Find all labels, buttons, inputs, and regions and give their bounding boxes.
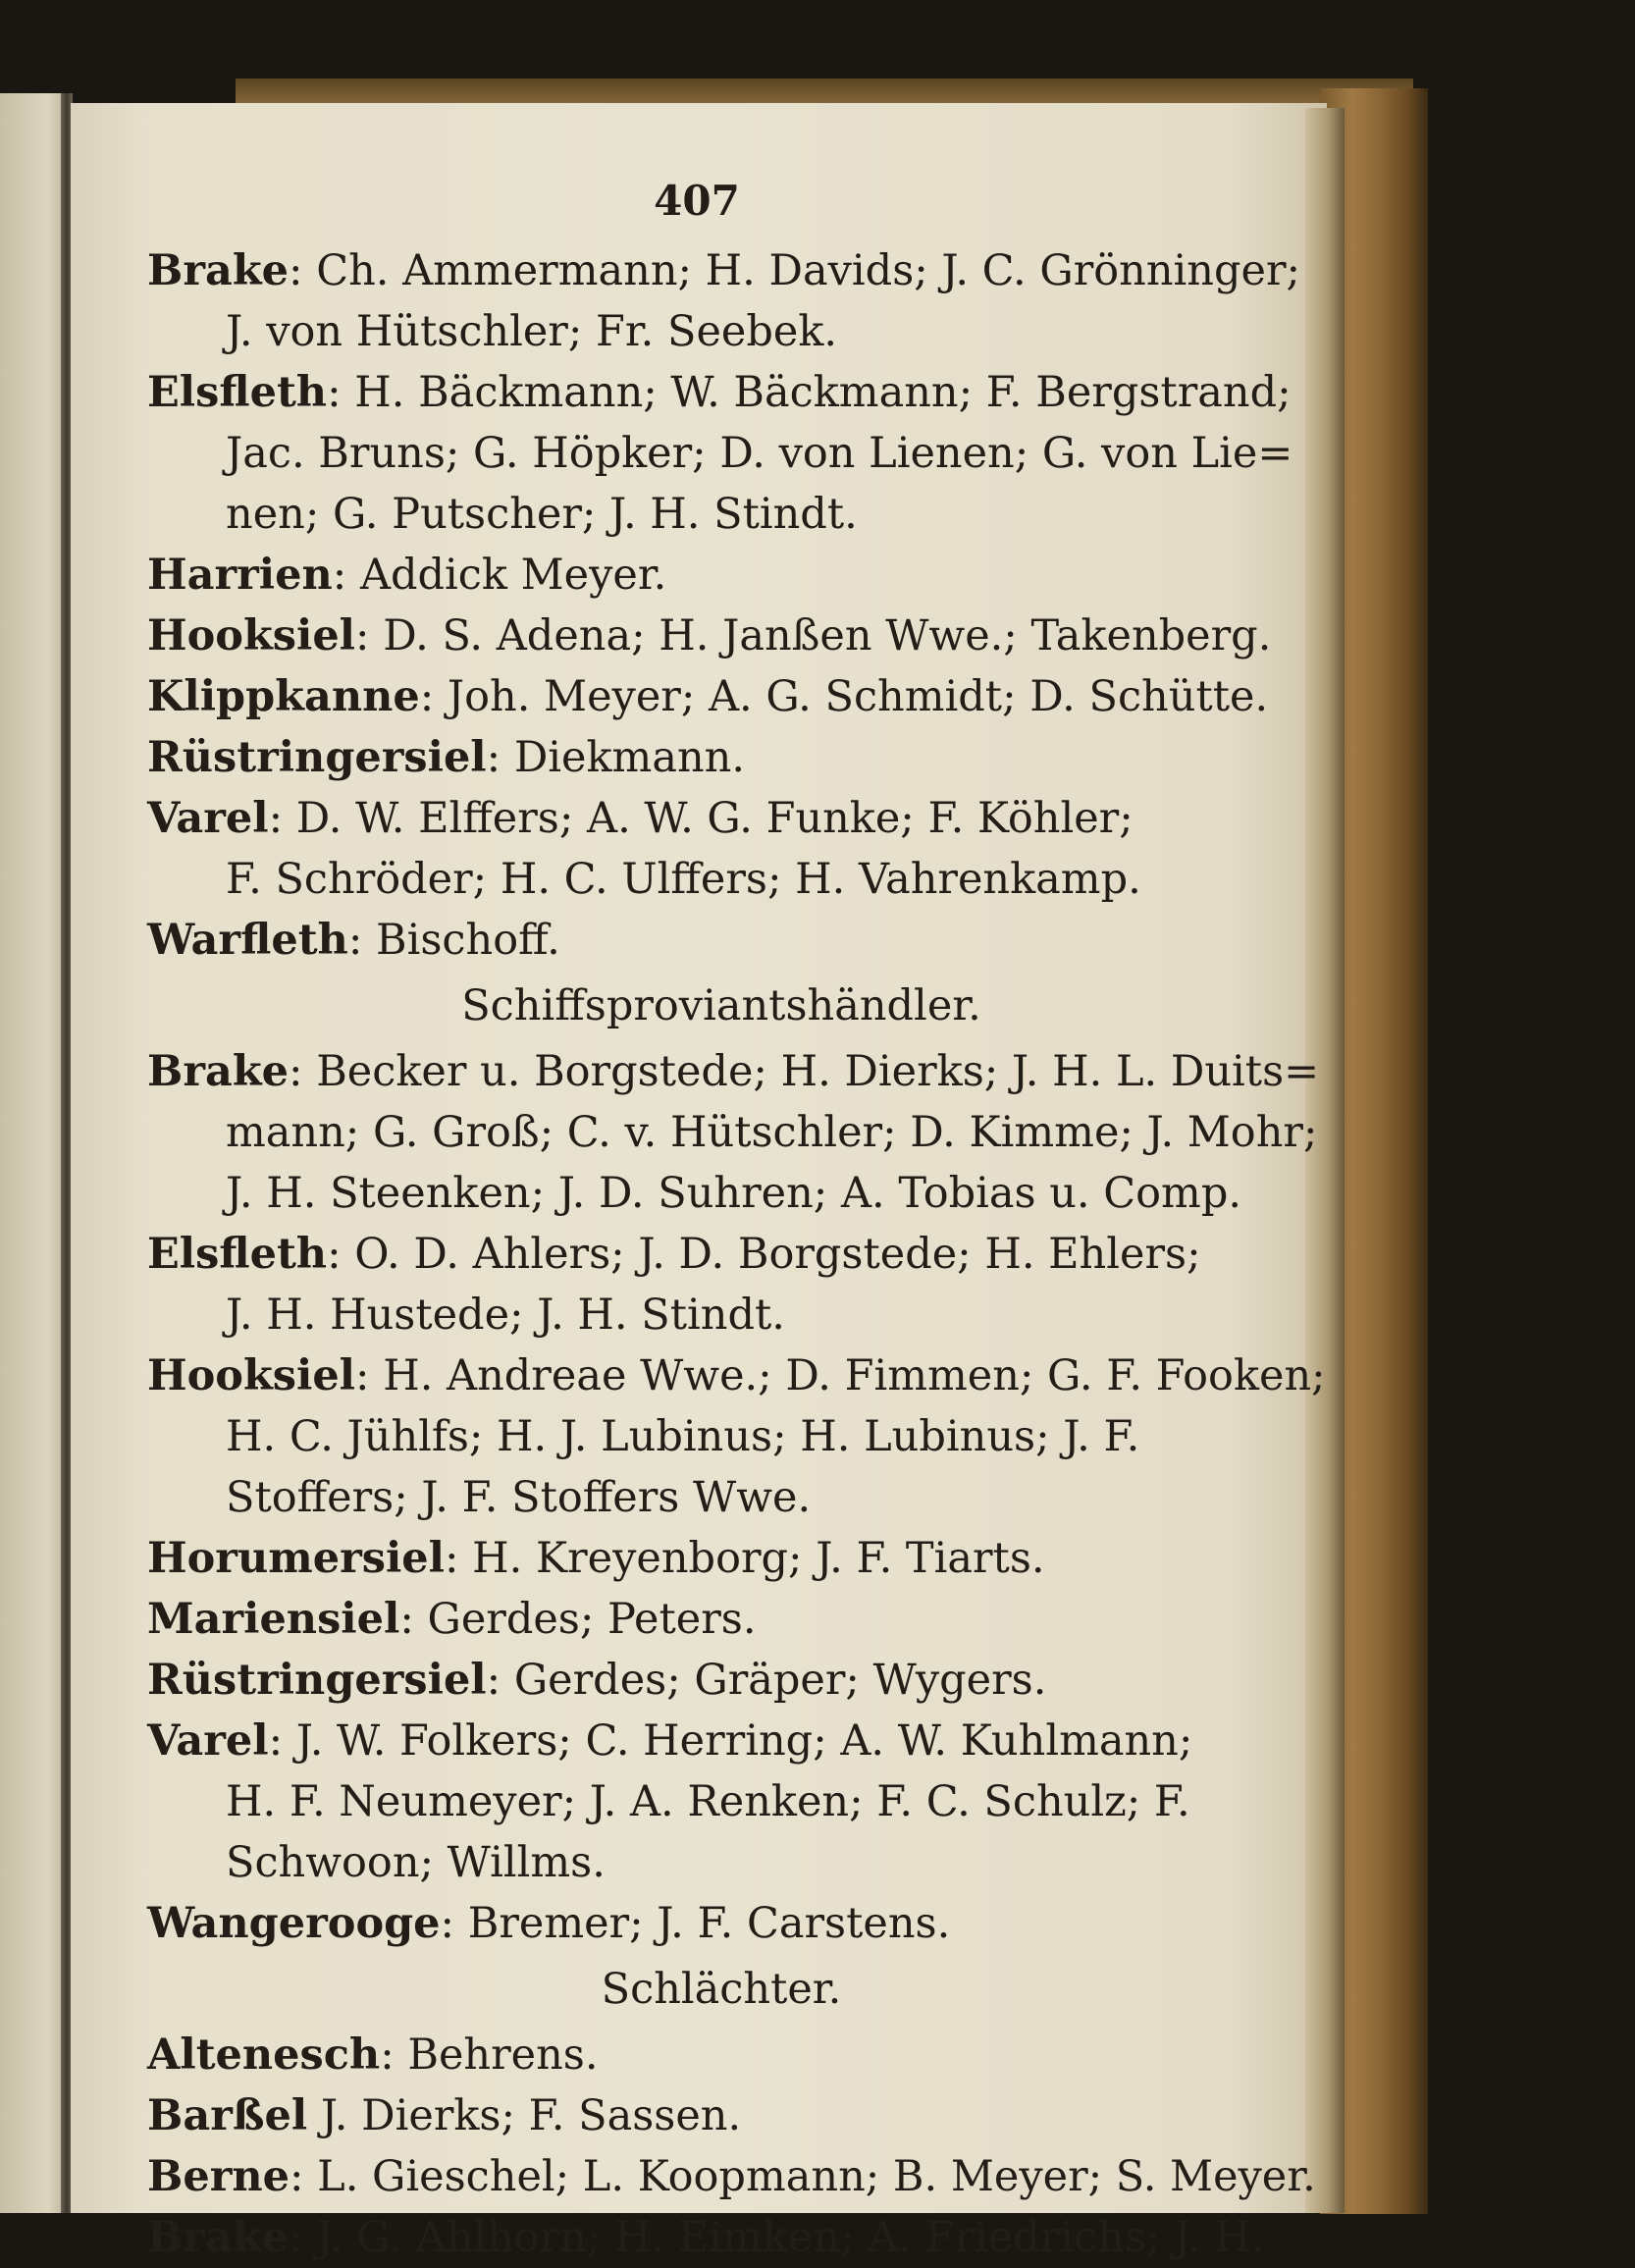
place-separator: : xyxy=(289,2152,304,2201)
left-page-edge xyxy=(0,93,69,2213)
entry-names: J. Dierks; F. Sassen. xyxy=(320,2091,742,2140)
place-separator: : xyxy=(444,1534,459,1583)
entry-names: J. W. Folkers; C. Herring; A. W. Kuhlmann; xyxy=(295,1716,1193,1766)
entry-names: D. S. Adena; H. Janßen Wwe.; Takenberg. xyxy=(383,611,1272,660)
place-separator: : xyxy=(419,672,435,721)
directory-entry xyxy=(147,2146,1316,2207)
place-name: Harrien xyxy=(147,551,333,600)
place-name: Klippkanne xyxy=(147,672,420,721)
entry-names: Bischoff. xyxy=(376,916,560,965)
entry-names: J. G. Ahlhorn; H. Eimken; A. Friedrichs; J. H. xyxy=(316,2213,1265,2262)
section-3 xyxy=(147,2025,1316,2268)
directory-entry xyxy=(147,727,1237,788)
directory-entry xyxy=(147,240,1301,362)
entry-continuation: J. H. Steenken; J. D. Suhren; A. Tobias u. Comp. xyxy=(226,1169,1242,1218)
place-separator: : xyxy=(327,1230,342,1279)
entry-continuation: F. Schröder; H. C. Ulffers; H. Vahrenkamp. xyxy=(226,855,1141,904)
entry-continuation: Schwoon; Willms. xyxy=(226,1838,606,1887)
entry-names: Behrens. xyxy=(407,2031,599,2080)
page-number: 407 xyxy=(654,177,740,225)
entry-names: D. W. Elffers; A. W. G. Funke; F. Köhler; xyxy=(295,794,1134,843)
directory-entry xyxy=(147,362,1293,545)
place-name: Warfleth xyxy=(147,916,348,965)
directory-entry xyxy=(147,788,1237,910)
entry-names: O. D. Ahlers; J. D. Borgstede; H. Ehlers; xyxy=(354,1230,1201,1279)
place-separator: : xyxy=(268,794,284,843)
place-name: Mariensiel xyxy=(147,1595,400,1644)
place-name: Wangerooge xyxy=(147,1899,441,1948)
directory-entry xyxy=(147,1528,1237,1589)
place-separator: : xyxy=(268,1716,284,1766)
place-name: Hooksiel xyxy=(147,611,356,660)
directory-entry xyxy=(147,2085,1237,2146)
directory-entry xyxy=(147,1224,1237,1345)
place-name: Brake xyxy=(147,2213,290,2262)
directory-entry xyxy=(147,545,1237,606)
entry-names: Bremer; J. F. Carstens. xyxy=(467,1899,951,1948)
heading-schlaechter: Schlächter. xyxy=(601,1965,842,2014)
place-name: Rüstringersiel xyxy=(147,733,487,782)
place-separator: : xyxy=(355,611,370,660)
place-separator: : xyxy=(289,2213,303,2262)
place-name: Hooksiel xyxy=(147,1351,356,1400)
entry-continuation: H. C. Jühlfs; H. J. Lubinus; H. Lubinus; J. F. xyxy=(226,1412,1140,1461)
place-separator: : xyxy=(289,246,303,295)
directory-entry xyxy=(147,606,1272,666)
entry-names: Ch. Ammermann; H. Davids; J. C. Grönninger; xyxy=(316,246,1301,295)
entry-names: H. Andreae Wwe.; D. Fimmen; G. F. Fooken; xyxy=(383,1351,1326,1400)
entry-continuation: J. H. Hustede; J. H. Stindt. xyxy=(226,1291,785,1340)
place-name: Altenesch xyxy=(147,2031,381,2080)
entry-continuation: J. von Hütschler; Fr. Seebek. xyxy=(226,307,838,356)
entry-continuation: Stoffers; J. F. Stoffers Wwe. xyxy=(226,1473,812,1522)
entry-names: Gerdes; Gräper; Wygers. xyxy=(513,1656,1047,1705)
entry-continuation: nen; G. Putscher; J. H. Stindt. xyxy=(226,490,858,539)
directory-entry xyxy=(147,1589,1237,1650)
entry-continuation: H. F. Neumeyer; J. A. Renken; F. C. Schulz; F. xyxy=(226,1777,1190,1826)
entry-names: Gerdes; Peters. xyxy=(427,1595,757,1644)
directory-entry xyxy=(147,1041,1320,1224)
entry-names: Diekmann. xyxy=(513,733,746,782)
place-name: Elsfleth xyxy=(147,368,328,417)
section-1 xyxy=(147,240,1301,971)
entry-names: Addick Meyer. xyxy=(359,551,667,600)
entry-names: L. Gieschel; L. Koopmann; B. Meyer; S. Meyer. xyxy=(317,2152,1316,2201)
entry-names: Becker u. Borgstede; H. Dierks; J. H. L. Duits= xyxy=(316,1047,1320,1096)
place-name: Brake xyxy=(147,246,290,295)
directory-entry xyxy=(147,666,1269,727)
directory-entry xyxy=(147,1711,1237,1893)
place-separator: : xyxy=(440,1899,455,1948)
directory-entry xyxy=(147,1345,1326,1528)
page-content xyxy=(147,172,1326,2268)
entry-continuation: mann; G. Groß; C. v. Hütschler; D. Kimme; J. Mohr; xyxy=(226,1108,1318,1157)
place-separator: : xyxy=(327,368,342,417)
place-name: Berne xyxy=(147,2152,290,2201)
place-name: Brake xyxy=(147,1047,290,1096)
place-name: Varel xyxy=(147,1716,269,1766)
directory-entry xyxy=(147,2025,1237,2085)
entry-names: H. Bäckmann; W. Bäckmann; F. Bergstrand; xyxy=(354,368,1292,417)
entry-continuation: Jac. Bruns; G. Höpker; D. von Lienen; G. von Lie= xyxy=(226,429,1293,478)
place-separator: : xyxy=(399,1595,414,1644)
place-separator: : xyxy=(289,1047,303,1096)
place-separator: : xyxy=(486,1656,501,1705)
place-name: Barßel xyxy=(147,2091,308,2140)
directory-entry xyxy=(147,1893,1237,1954)
place-name: Horumersiel xyxy=(147,1534,445,1583)
place-name: Varel xyxy=(147,794,269,843)
directory-entry xyxy=(147,910,1237,971)
entry-names: H. Kreyenborg; J. F. Tiarts. xyxy=(472,1534,1045,1583)
place-separator: : xyxy=(486,733,501,782)
place-separator: : xyxy=(347,916,363,965)
entry-names: Joh. Meyer; A. G. Schmidt; D. Schütte. xyxy=(447,672,1269,721)
directory-entry xyxy=(147,2207,1265,2268)
heading-schiffsproviantshaendler: Schiffsproviantshändler. xyxy=(461,981,981,1030)
directory-entry xyxy=(147,1650,1237,1711)
place-separator: : xyxy=(380,2031,395,2080)
place-name: Elsfleth xyxy=(147,1230,328,1279)
place-name: Rüstringersiel xyxy=(147,1656,487,1705)
place-separator: : xyxy=(332,551,347,600)
place-separator: : xyxy=(355,1351,370,1400)
section-2 xyxy=(147,1041,1326,1954)
